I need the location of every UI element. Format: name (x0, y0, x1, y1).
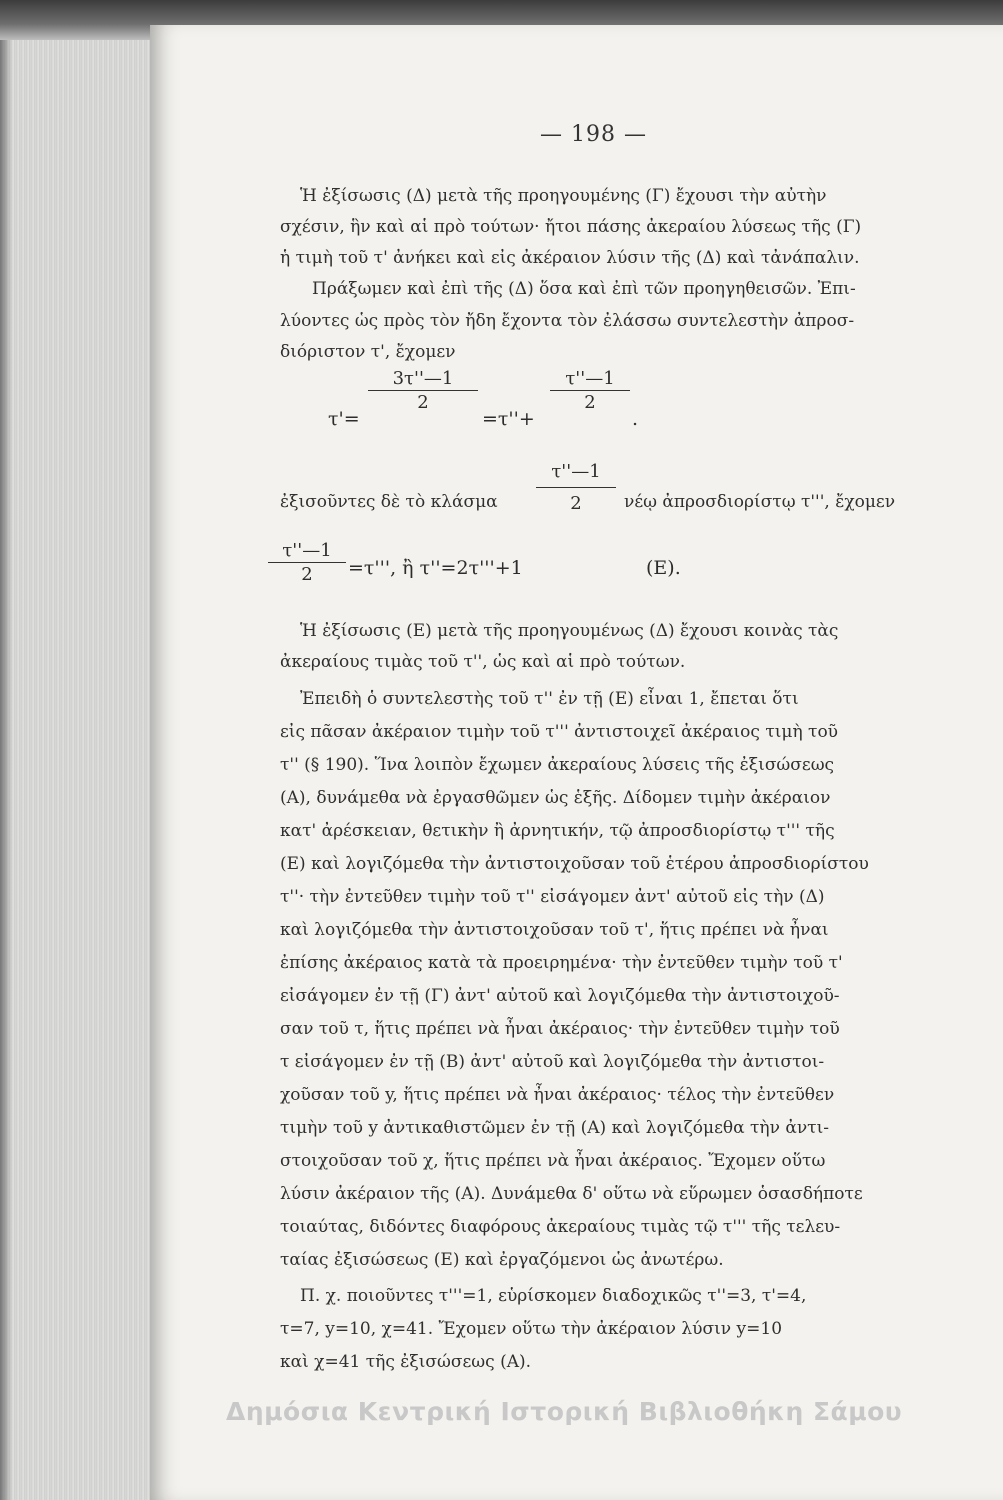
text-line: εἰσάγομεν ἐν τῇ (Γ) ἀντ' αὐτοῦ καὶ λογιζόμεθα τὴν ἀντιστοιχοῦ- (280, 986, 840, 1006)
text-line: ἀκεραίους τιμὰς τοῦ τ'', ὡς καὶ αἱ πρὸ τούτων. (280, 652, 686, 672)
text-line: νέῳ ἀπροσδιορίστῳ τ''', ἔχομεν (624, 492, 896, 512)
text-line: καὶ λογιζόμεθα τὴν ἀντιστοιχοῦσαν τοῦ τ', ἥτις πρέπει νὰ ἦναι (280, 920, 829, 940)
text-line: σχέσιν, ἣν καὶ αἱ πρὸ τούτων· ἤτοι πάσης ἀκεραίου λύσεως τῆς (Γ) (280, 217, 862, 237)
eq1-fraction-2 (550, 368, 630, 413)
text-line: εἰς πᾶσαν ἀκέραιον τιμὴν τοῦ τ''' ἀντιστοιχεῖ ἀκέραιος τιμὴ τοῦ (280, 722, 839, 742)
book-edge-shadow (0, 40, 12, 1500)
text-line: τ''· τὴν ἐντεῦθεν τιμὴν τοῦ τ'' εἰσάγομεν ἀντ' αὐτοῦ εἰς τὴν (Δ) (280, 887, 825, 907)
text-line: Πράξωμεν καὶ ἐπὶ τῆς (Δ) ὅσα καὶ ἐπὶ τῶν προηγηθεισῶν. Ἐπι- (312, 279, 856, 299)
text-line: ἡ τιμὴ τοῦ τ' ἀνήκει καὶ εἰς ἀκέραιον λύσιν τῆς (Δ) καὶ τἀνάπαλιν. (280, 248, 860, 268)
fraction-denominator: 2 (584, 392, 596, 413)
text-line: διόριστον τ', ἔχομεν (280, 342, 456, 362)
eq1-fraction-1 (368, 368, 478, 413)
text-line: Ἡ ἐξίσωσις (Ε) μετὰ τῆς προηγουμένως (Δ) ἔχουσι κοινὰς τὰς (300, 621, 839, 641)
eq3-fraction (268, 540, 346, 585)
text-line: τοιαύτας, διδόντες διαφόρους ἀκεραίους τιμὰς τῷ τ''' τῆς τελευ- (280, 1217, 841, 1237)
text-line: τιμὴν τοῦ y ἀντικαθιστῶμεν ἐν τῇ (Α) καὶ λογιζόμεθα τὴν ἀντι- (280, 1118, 829, 1138)
text-line: τ=7, y=10, χ=41. Ἔχομεν οὕτω τὴν ἀκέραιον λύσιν y=10 (280, 1319, 783, 1339)
text-line: ταίας ἐξισώσεως (Ε) καὶ ἐργαζόμενοι ὡς ἀνωτέρω. (280, 1250, 724, 1270)
text-line: κατ' ἀρέσκειαν, θετικὴν ἢ ἀρνητικήν, τῷ ἀπροσδιορίστῳ τ''' τῆς (280, 821, 835, 841)
library-watermark: Δημόσια Κεντρική Ιστορική Βιβλιοθήκη Σάμου (226, 1397, 903, 1426)
fraction-numerator: τ''—1 (282, 540, 332, 561)
text-line: λύοντες ὡς πρὸς τὸν ἤδη ἔχοντα τὸν ἐλάσσω συντελεστὴν ἀπροσ- (280, 311, 855, 331)
text-line: ἐξισοῦντες δὲ τὸ κλάσμα (280, 492, 498, 512)
text-line: τ εἰσάγομεν ἐν τῇ (Β) ἀντ' αὐτοῦ καὶ λογιζόμεθα τὴν ἀντιστοι- (280, 1052, 825, 1072)
fraction-denominator: 2 (417, 392, 429, 413)
fraction-numerator: 3τ''—1 (392, 368, 454, 389)
eq1-middle: =τ''+ (482, 408, 535, 430)
text-line: καὶ χ=41 τῆς ἐξισώσεως (Α). (280, 1352, 532, 1372)
fraction-numerator: τ''—1 (551, 461, 601, 482)
text-line: χοῦσαν τοῦ y, ἥτις πρέπει νὰ ἦναι ἀκέραιος· τέλος τὴν ἐντεῦθεν (280, 1085, 835, 1105)
eq1-lhs: τ'= (328, 408, 360, 430)
text-line: τ'' (§ 190). Ἵνα λοιπὸν ἔχωμεν ἀκεραίους λύσεις τῆς ἐξισώσεως (280, 755, 835, 775)
text-line: ἐπίσης ἀκέραιος κατὰ τὰ προειρημένα· τὴν ἐντεῦθεν τιμὴν τοῦ τ' (280, 953, 843, 973)
eq3-rest: =τ''', ἢ τ''=2τ'''+1 (348, 557, 523, 579)
text-line: (Α), δυνάμεθα νὰ ἐργασθῶμεν ὡς ἑξῆς. Δίδομεν τιμὴν ἀκέραιον (280, 788, 831, 808)
text-line: λύσιν ἀκέραιον τῆς (Α). Δυνάμεθα δ' οὕτω νὰ εὕρωμεν ὁσασδήποτε (280, 1184, 863, 1204)
book-page (150, 25, 1003, 1500)
fraction-bar (368, 390, 478, 391)
eq2-fraction (536, 457, 616, 518)
text-line: στοιχοῦσαν τοῦ χ, ἥτις πρέπει νὰ ἦναι ἀκέραιος. Ἔχομεν οὕτω (280, 1151, 826, 1171)
text-line: Ἡ ἐξίσωσις (Δ) μετὰ τῆς προηγουμένης (Γ) ἔχουσι τὴν αὐτὴν (300, 186, 827, 206)
fraction-bar (536, 487, 616, 488)
text-line: σαν τοῦ τ, ἥτις πρέπει νὰ ἦναι ἀκέραιος· τὴν ἐντεῦθεν τιμὴν τοῦ (280, 1019, 840, 1039)
eq1-end: . (632, 408, 639, 430)
text-line: Ἐπειδὴ ὁ συντελεστὴς τοῦ τ'' ἐν τῇ (Ε) εἶναι 1, ἔπεται ὅτι (300, 689, 799, 709)
page-number: — 198 — (540, 122, 647, 147)
fraction-denominator: 2 (570, 493, 582, 514)
fraction-bar (268, 562, 346, 563)
eq3-label: (Ε). (646, 557, 681, 579)
book-page-edges (0, 40, 150, 1500)
text-line: Π. χ. ποιοῦντες τ'''=1, εὑρίσκομεν διαδοχικῶς τ''=3, τ'=4, (300, 1286, 807, 1306)
text-line: (Ε) καὶ λογιζόμεθα τὴν ἀντιστοιχοῦσαν τοῦ ἑτέρου ἀπροσδιορίστου (280, 854, 869, 874)
fraction-bar (550, 390, 630, 391)
fraction-numerator: τ''—1 (565, 368, 615, 389)
fraction-denominator: 2 (301, 564, 313, 585)
